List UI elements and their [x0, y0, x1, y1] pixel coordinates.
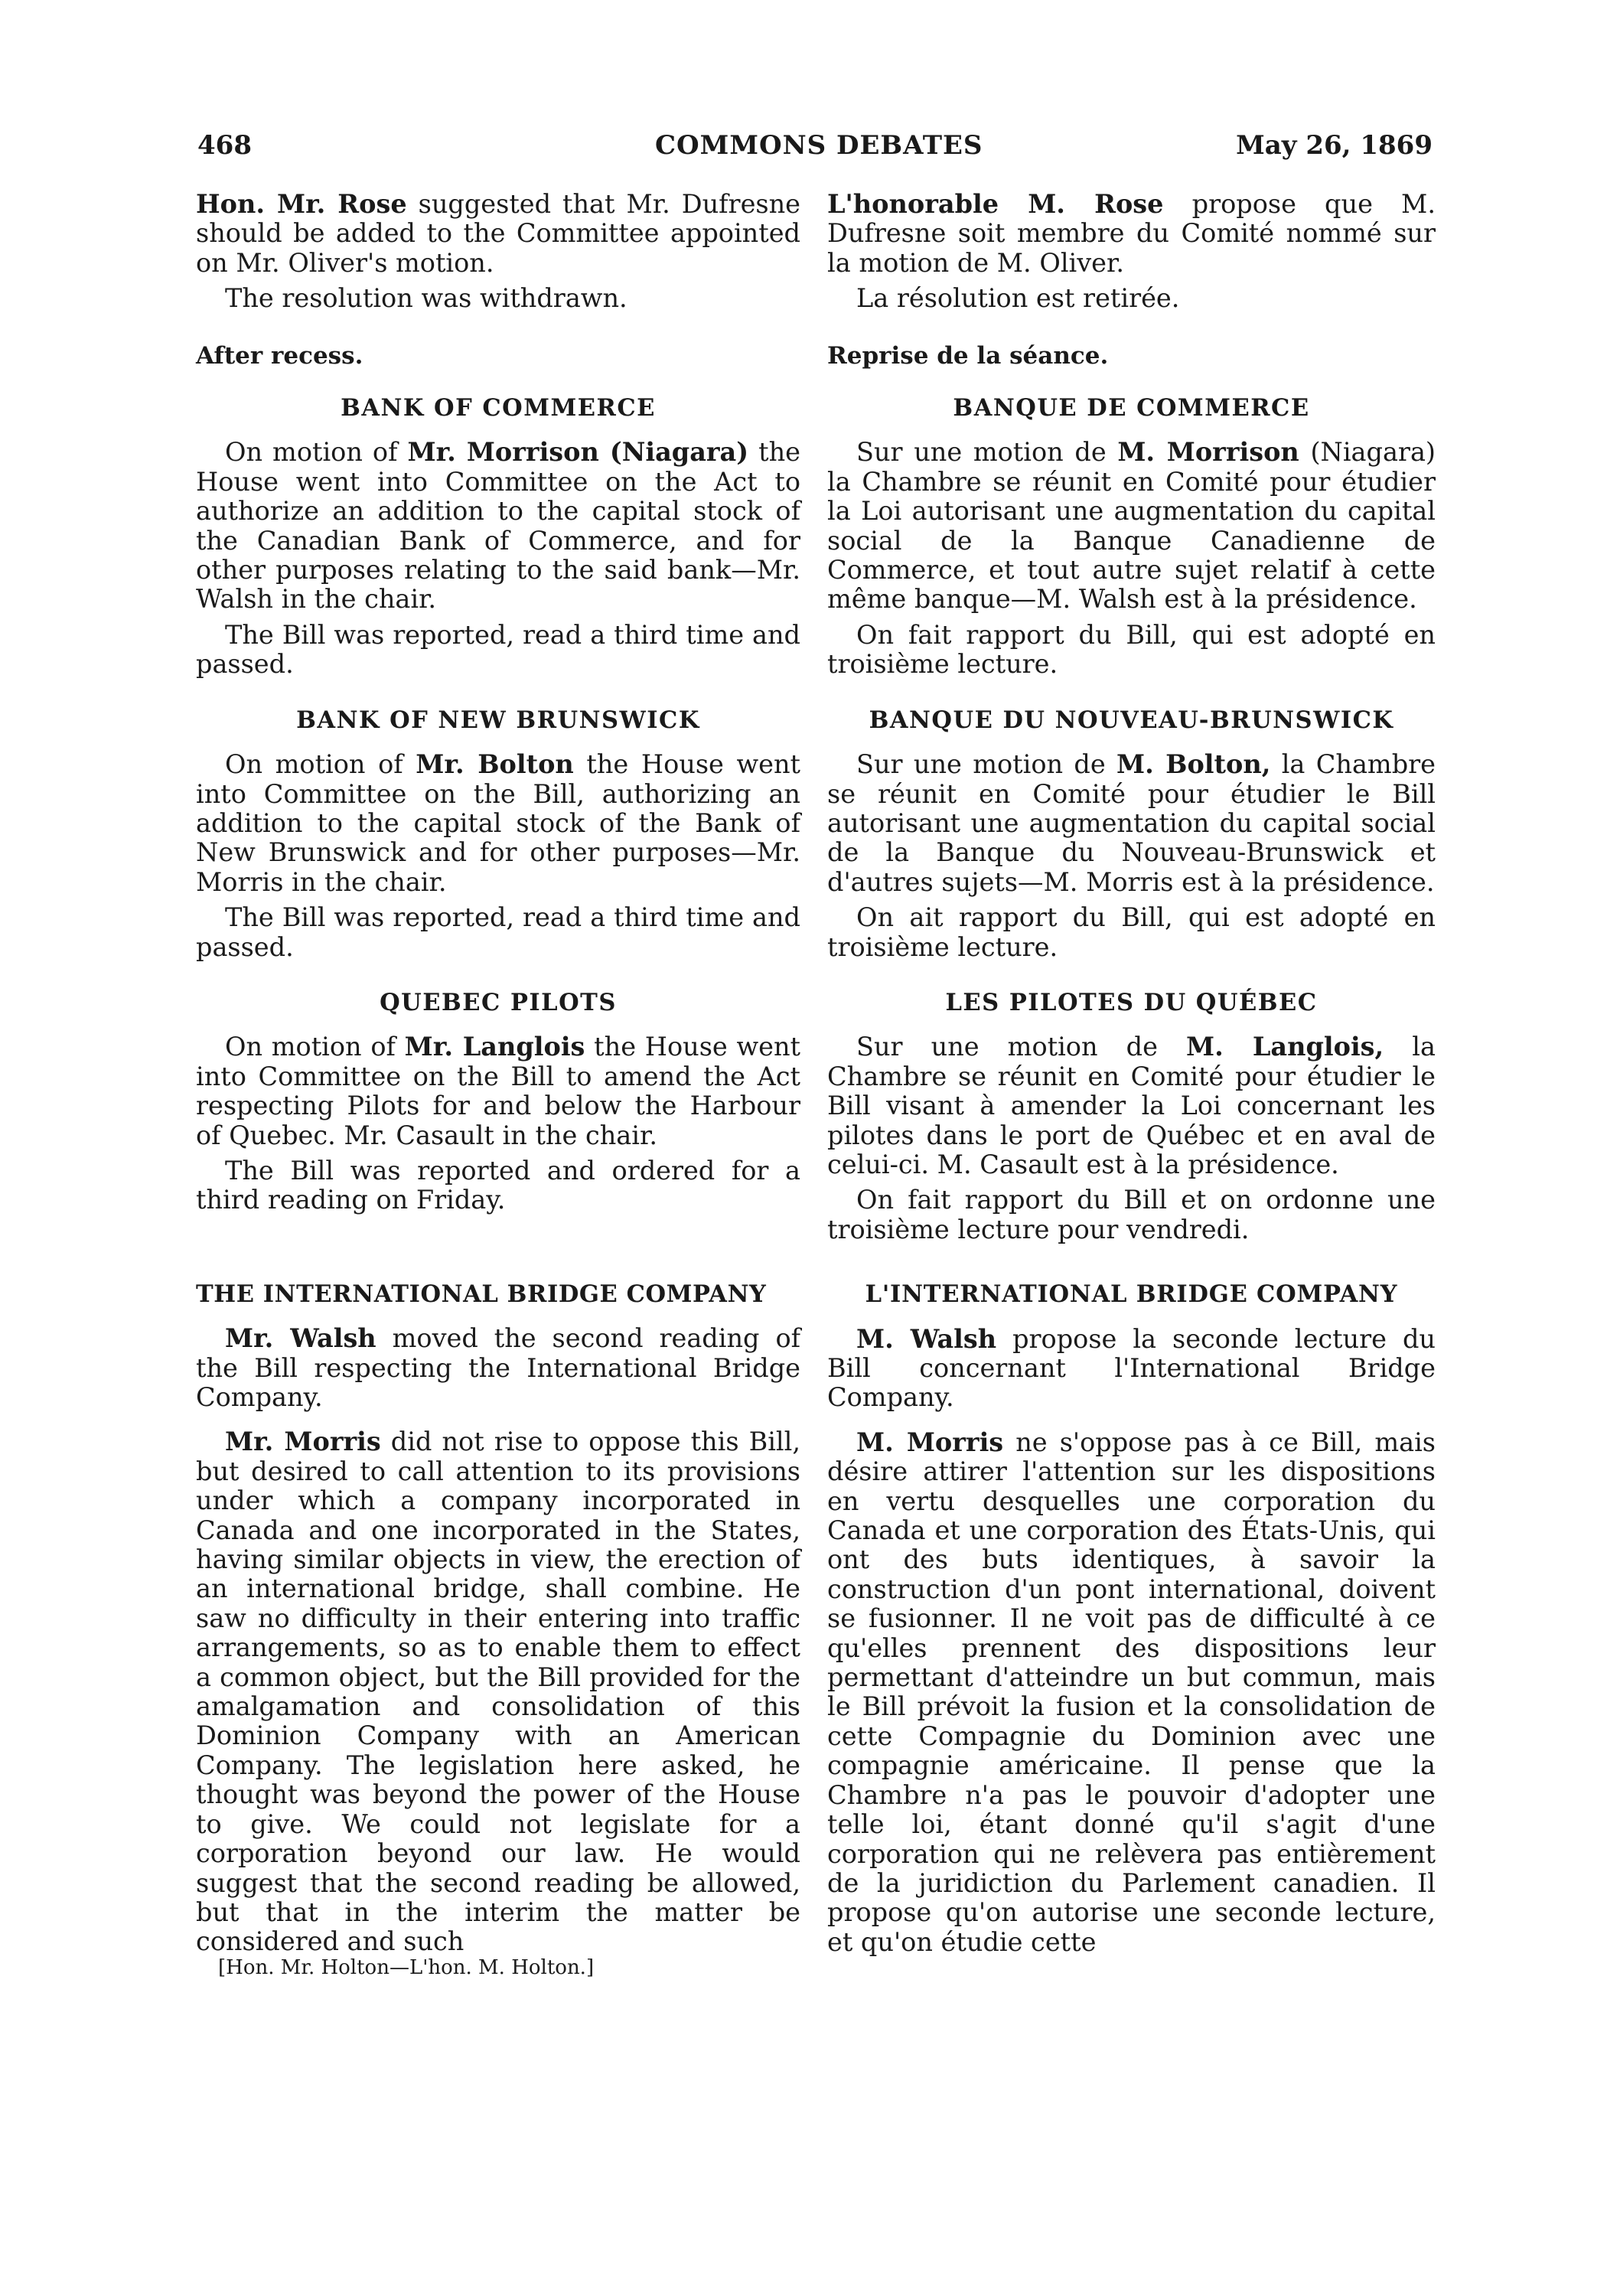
paragraph: On fait rapport du Bill et on ordonne une troisième lecture pour vendredi. [827, 1185, 1436, 1244]
paragraph: M. Morris ne s'oppose pas à ce Bill, mais désire attirer l'attention sur les dispositions en vertu desquelles une corporation du Canada et une corporation des États-Unis, qui ont des buts identiques, à savoir la construction d'un pont international, doivent se fusionner. Il ne voit pas de difficulté à ce qu'elles prennent des dispositions leur permettant d'atteindre un but commun, mais le Bill prévoit la fusion et la consolidation de cette Compagnie du Dominion avec une compagnie américaine. Il pense que la Chambre n'a pas le pouvoir d'adopter une telle loi, étant donné qu'il s'agit d'une corporation qui ne relèvera pas entièrement de la juridiction du Parlement canadien. Il propose qu'on autorise une seconde lecture, et qu'on étudie cette [827, 1427, 1436, 1957]
section-heading: LES PILOTES DU QUÉBEC [945, 988, 1318, 1016]
section-heading: BANK OF NEW BRUNSWICK [296, 706, 700, 734]
speaker-name: M. Langlois, [1186, 1032, 1384, 1062]
speaker-name: M. Morrison [1117, 437, 1299, 468]
section-heading: THE INTERNATIONAL BRIDGE COMPANY [196, 1280, 767, 1308]
paragraph: Mr. Walsh moved the second reading of the Bill respecting the International Bridge Company. [196, 1323, 801, 1412]
paragraph: La résolution est retirée. [856, 283, 1180, 314]
paragraph: Sur une motion de M. Langlois, la Chambre se réunit en Comité pour étudier le Bill visant à amender la Loi concernant les pilotes dans le port de Québec et en aval de celui-ci. M. Casault est à la présidence. [827, 1032, 1436, 1179]
paragraph: On motion of Mr. Langlois the House went into Committee on the Bill to amend the Act respecting Pilots for and below the Harbour of Quebec. Mr. Casault in the chair. [196, 1032, 800, 1150]
speaker-name: Mr. Walsh [225, 1323, 376, 1354]
page-number: 468 [197, 130, 252, 161]
speaker-name: L'honorable M. Rose [827, 189, 1164, 219]
paragraph: L'honorable M. Rose propose que M. Dufresne soit membre du Comité nommé sur la motion de M. Oliver. [827, 189, 1436, 278]
after-recess-note: After recess. [196, 341, 363, 370]
paragraph: On motion of Mr. Morrison (Niagara) the House went into Committee on the Act to authorize an addition to the capital stock of the Canadian Bank of Commerce, and for other purposes relating to the said bank—Mr. Walsh in the chair. [196, 437, 800, 615]
section-heading: BANK OF COMMERCE [341, 394, 656, 422]
paragraph: Hon. Mr. Rose suggested that Mr. Dufresne should be added to the Committee appointed on Mr. Oliver's motion. [196, 189, 800, 278]
speaker-name: M. Walsh [856, 1323, 997, 1354]
after-recess-note: Reprise de la séance. [827, 341, 1109, 370]
paragraph: Mr. Morris did not rise to oppose this Bill, but desired to call attention to its provisions under which a company incorporated in Canada and one incorporated in the States, having similar objects in view, the erection of an international bridge, shall combine. He saw no difficulty in their entering into traffic arrangements, so as to enable them to effect a common object, but the Bill provided for the amalgamation and consolidation of this Dominion Company with an American Company. The legislation here asked, he thought was beyond the power of the House to give. We could not legislate for a corporation beyond our law. He would suggest that the second reading be allowed, but that in the interim the matter be considered and such [196, 1427, 800, 1957]
paragraph: On motion of Mr. Bolton the House went into Committee on the Bill, authorizing an addition to the capital stock of the Bank of New Brunswick and for other purposes—Mr. Morris in the chair. [196, 749, 800, 897]
paragraph: M. Walsh propose la seconde lecture du Bill concernant l'International Bridge Company. [827, 1323, 1436, 1413]
speaker-name: Mr. Bolton [416, 749, 574, 780]
speaker-name: Mr. Morris [225, 1427, 381, 1457]
page-date: May 26, 1869 [1236, 130, 1433, 161]
section-heading: L'INTERNATIONAL BRIDGE COMPANY [865, 1280, 1398, 1309]
paragraph: Sur une motion de M. Morrison (Niagara) la Chambre se réunit en Comité pour étudier la Loi autorisant une augmentation du capital social de la Banque Canadienne de Commerce, et tout autre sujet relatif à cette même banque—M. Walsh est à la présidence. [827, 437, 1436, 615]
speaker-name: M. Morris [856, 1427, 1004, 1457]
section-heading: BANQUE DU NOUVEAU-BRUNSWICK [869, 706, 1394, 734]
french-column [827, 190, 1436, 1957]
paragraph: On fait rapport du Bill, qui est adopté en troisième lecture. [827, 619, 1436, 680]
paragraph: On ait rapport du Bill, qui est adopté en troisième lecture. [827, 902, 1436, 962]
paragraph: The resolution was withdrawn. [225, 283, 627, 314]
page-title: COMMONS DEBATES [655, 130, 983, 161]
speaker-name: Mr. Morrison (Niagara) [407, 437, 749, 468]
paragraph: The Bill was reported, read a third time and passed. [196, 902, 800, 962]
paragraph: Sur une motion de M. Bolton, la Chambre se réunit en Comité pour étudier le Bill autorisant une augmentation du capital social de la Banque du Nouveau-Brunswick et d'autres sujets—M. Morris est à la présidence. [827, 749, 1436, 897]
section-heading: QUEBEC PILOTS [380, 988, 617, 1016]
english-column [196, 190, 800, 1957]
speaker-name: Mr. Langlois [404, 1032, 585, 1062]
page-footer-note: [Hon. Mr. Holton—L'hon. M. Holton.] [218, 1956, 595, 1979]
paragraph: The Bill was reported and ordered for a third reading on Friday. [196, 1155, 800, 1215]
speaker-name: M. Bolton, [1116, 749, 1271, 780]
section-heading: BANQUE DE COMMERCE [953, 394, 1310, 422]
speaker-name: Hon. Mr. Rose [196, 189, 407, 219]
paragraph: The Bill was reported, read a third time and passed. [196, 619, 800, 680]
